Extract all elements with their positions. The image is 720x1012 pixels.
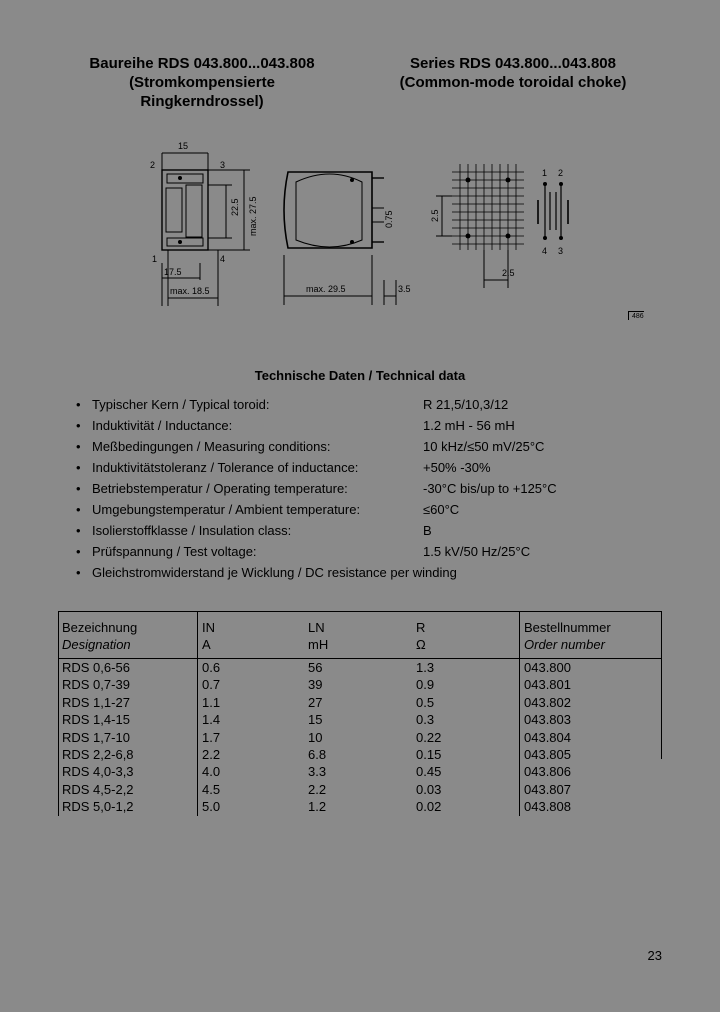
cell-order-number: 043.801 xyxy=(524,677,571,693)
spec-label: Isolierstoffklasse / Insulation class: xyxy=(92,523,292,538)
cell-current: 4.0 xyxy=(202,764,221,780)
header-designation xyxy=(62,619,137,653)
cell-order-number: 043.804 xyxy=(524,729,571,745)
header-en: A xyxy=(202,637,211,652)
header-rated-current xyxy=(202,619,215,653)
dimension-drawing xyxy=(140,130,660,330)
header-de: LN xyxy=(308,620,325,635)
schematic-pin-3: 3 xyxy=(558,246,564,256)
cell-order-number: 043.806 xyxy=(524,764,571,780)
spec-label: Typischer Kern / Typical toroid: xyxy=(92,397,270,412)
spec-value: ≤60°C xyxy=(423,502,460,517)
cell-inductance: 2.2 xyxy=(308,781,327,797)
dim-max-27-5: max. 27.5 xyxy=(248,196,258,236)
table-row xyxy=(58,711,662,728)
title-en-line-2: (Common-mode toroidal choke) xyxy=(399,74,627,91)
cell-inductance: 3.3 xyxy=(308,764,327,780)
table-row xyxy=(58,763,662,780)
cell-resistance: 0.5 xyxy=(416,694,435,710)
bullet: • xyxy=(76,544,81,559)
front-view-winding xyxy=(166,188,182,232)
cell-current: 4.5 xyxy=(202,781,221,797)
header-en: mH xyxy=(308,637,329,652)
bullet: • xyxy=(76,397,81,412)
front-view-core xyxy=(186,185,202,237)
cell-designation: RDS 2,2-6,8 xyxy=(62,746,134,762)
cell-resistance: 1.3 xyxy=(416,660,435,675)
cell-order-number: 043.803 xyxy=(524,712,571,728)
spec-value: -30°C bis/up to +125°C xyxy=(423,481,557,496)
cell-current: 1.4 xyxy=(202,712,221,728)
spec-value: 1.5 kV/50 Hz/25°C xyxy=(423,544,531,559)
cell-designation: RDS 1,4-15 xyxy=(62,712,130,728)
schematic-pin-2: 2 xyxy=(558,168,564,178)
cell-designation: RDS 1,7-10 xyxy=(62,729,130,745)
table-row xyxy=(58,729,662,746)
cell-order-number: 043.807 xyxy=(524,781,571,797)
cell-inductance: 15 xyxy=(308,712,323,728)
cell-designation: RDS 0,7-39 xyxy=(62,677,130,693)
table-row xyxy=(58,746,662,763)
header-de: R xyxy=(416,620,426,635)
dim-2-5-vertical: 2.5 xyxy=(430,209,440,222)
bullet: • xyxy=(76,418,81,433)
cell-current: 0.6 xyxy=(202,660,221,675)
cell-designation: RDS 1,1-27 xyxy=(62,694,130,710)
header-resistance xyxy=(416,619,426,653)
title-de-line-1: Baureihe RDS 043.800...043.808 xyxy=(89,55,315,72)
table-body xyxy=(58,659,662,816)
dim-17-5: 17.5 xyxy=(164,267,182,277)
cell-inductance: 56 xyxy=(308,660,323,675)
cell-resistance: 0.03 xyxy=(416,781,442,797)
cell-inductance: 1.2 xyxy=(308,799,327,815)
cell-current: 0.7 xyxy=(202,677,221,693)
bullet: • xyxy=(76,502,81,517)
pin-label-4: 4 xyxy=(220,254,226,264)
header-de: Bezeichnung xyxy=(62,620,138,635)
spec-label: Prüfspannung / Test voltage: xyxy=(92,544,257,559)
cell-designation: RDS 4,5-2,2 xyxy=(62,781,134,797)
dim-22-5: 22.5 xyxy=(230,198,240,216)
title-english xyxy=(372,54,654,92)
front-view-top-tab xyxy=(167,174,203,183)
schematic-pin-4: 4 xyxy=(542,246,548,256)
title-de-line-3: Ringkerndrossel) xyxy=(140,93,264,110)
page-number: 23 xyxy=(647,948,662,963)
cell-designation: RDS 0,6-56 xyxy=(62,660,130,675)
dim-max-29-5: max. 29.5 xyxy=(306,284,346,294)
winding-schematic xyxy=(538,184,568,238)
product-table xyxy=(58,611,662,816)
cell-inductance: 39 xyxy=(308,677,323,693)
spec-label: Meßbedingungen / Measuring conditions: xyxy=(92,439,331,454)
title-en-line-1: Series RDS 043.800...043.808 xyxy=(410,55,616,72)
header-de: IN xyxy=(202,620,215,635)
front-view-bottom-tab xyxy=(167,238,203,246)
cell-resistance: 0.22 xyxy=(416,729,442,745)
table-row xyxy=(58,659,662,676)
spec-label: Betriebstemperatur / Operating temperature: xyxy=(92,481,348,496)
figure-number: 486 xyxy=(628,311,644,320)
title-de-line-2: (Stromkompensierte xyxy=(129,74,275,91)
cell-resistance: 0.9 xyxy=(416,677,435,693)
bullet: • xyxy=(76,439,81,454)
cell-order-number: 043.802 xyxy=(524,694,571,710)
table-row xyxy=(58,798,662,815)
cell-inductance: 6.8 xyxy=(308,746,327,762)
spec-label: Umgebungstemperatur / Ambient temperature: xyxy=(92,502,361,517)
bullet: • xyxy=(76,481,81,496)
cell-current: 5.0 xyxy=(202,799,221,815)
spec-label: Gleichstromwiderstand je Wicklung / DC resistance per winding xyxy=(92,565,457,580)
cell-inductance: 10 xyxy=(308,729,323,745)
cell-current: 2.2 xyxy=(202,746,221,762)
spec-label: Induktivität / Inductance: xyxy=(92,418,233,433)
cell-order-number: 043.808 xyxy=(524,799,571,815)
header-en: Order number xyxy=(524,637,605,652)
title-german xyxy=(52,54,352,111)
pin-label-2: 2 xyxy=(150,160,156,170)
technical-data-heading: Technische Daten / Technical data xyxy=(254,368,466,383)
cell-designation: RDS 4,0-3,3 xyxy=(62,764,134,780)
cell-order-number: 043.805 xyxy=(524,746,571,762)
cell-designation: RDS 5,0-1,2 xyxy=(62,799,134,815)
dim-3-5: 3.5 xyxy=(398,284,411,294)
table-header xyxy=(58,611,662,659)
header-order-number xyxy=(524,619,611,653)
spec-value: R 21,5/10,3/12 xyxy=(423,397,509,412)
table-row xyxy=(58,676,662,693)
side-view-outline xyxy=(284,172,372,248)
cell-current: 1.1 xyxy=(202,694,221,710)
bullet: • xyxy=(76,565,81,580)
dim-2-5-horizontal: 2.5 xyxy=(502,268,515,278)
header-en: Designation xyxy=(62,637,131,652)
side-view-toroid xyxy=(296,174,362,247)
spec-value: B xyxy=(423,523,432,538)
table-row xyxy=(58,694,662,711)
pcb-footprint-grid xyxy=(452,164,524,250)
pin-label-3: 3 xyxy=(220,160,226,170)
cell-inductance: 27 xyxy=(308,694,323,710)
cell-order-number: 043.800 xyxy=(524,660,571,675)
cell-resistance: 0.45 xyxy=(416,764,442,780)
dim-0-75: 0.75 xyxy=(384,210,394,228)
header-inductance xyxy=(308,619,328,653)
bullet: • xyxy=(76,460,81,475)
spec-label: Induktivitätstoleranz / Tolerance of inductance: xyxy=(92,460,359,475)
pin-label-1: 1 xyxy=(152,254,158,264)
cell-current: 1.7 xyxy=(202,729,221,745)
table-row xyxy=(58,781,662,798)
header-en: Ω xyxy=(416,637,426,652)
spec-value: 1.2 mH - 56 mH xyxy=(423,418,515,433)
dim-15: 15 xyxy=(178,141,189,151)
header-de: Bestellnummer xyxy=(524,620,611,635)
spec-value: 10 kHz/≤50 mV/25°C xyxy=(423,439,545,454)
cell-resistance: 0.15 xyxy=(416,746,442,762)
bullet: • xyxy=(76,523,81,538)
schematic-pin-1: 1 xyxy=(542,168,548,178)
cell-resistance: 0.02 xyxy=(416,799,442,815)
dim-max-18-5: max. 18.5 xyxy=(170,286,210,296)
spec-value: +50% -30% xyxy=(423,460,491,475)
cell-resistance: 0.3 xyxy=(416,712,435,728)
